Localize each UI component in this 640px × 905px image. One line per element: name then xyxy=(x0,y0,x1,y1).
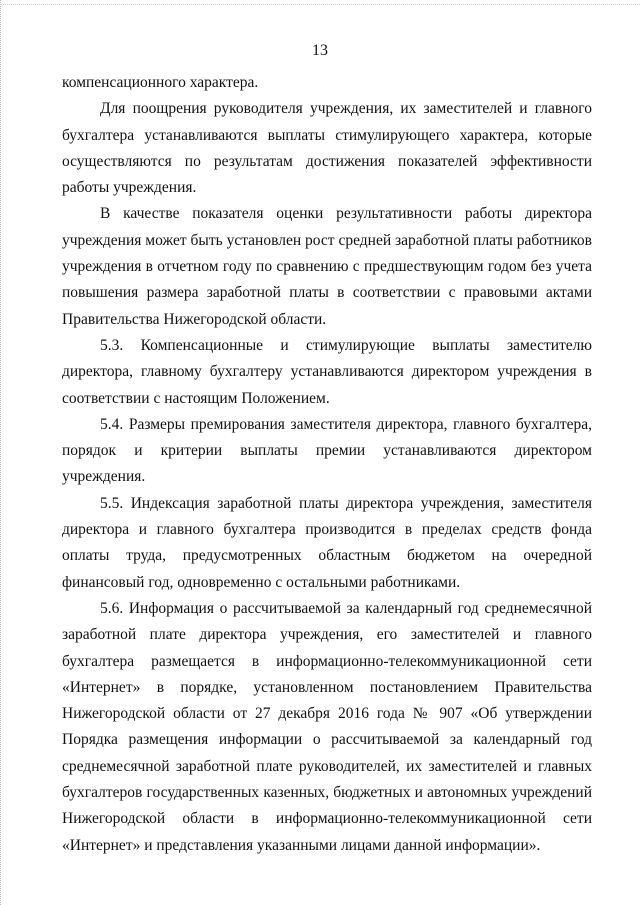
document-body xyxy=(62,70,592,859)
paragraph-incentive-payments: Для поощрения руководителя учреждения, их заместителей и главного бухгалтера устанавливаются выплаты стимулирующего характера, которые осуществляются по результатам достижения показателей эффективности работы учреждения. xyxy=(62,100,592,197)
paragraph-performance-indicator: В качестве показателя оценки результативности работы директора учреждения может быть установлен рост средней заработной платы работников учреждения в отчетном году по сравнению с предшествующим годом без учета повышения размера заработной платы в соответствии с правовыми актами Правительства Нижегородской области. xyxy=(62,205,592,328)
paragraph-5-6: 5.6. Информация о рассчитываемой за календарный год среднемесячной заработной плате директора учреждения, его заместителей и главного бухгалтера размещается в информационно-телекоммуникационной сети «Интернет» в порядке, установленном постановлением Правительства Нижегородской области от 27 декабря 2016 года № 907 «Об утверждении Порядка размещения информации о рассчитываемой за календарный год среднемесячной заработной плате руководителей, их заместителей и главных бухгалтеров государственных казенных, бюджетных и автономных учреждений Нижегородской области в информационно-телекоммуникационной сети «Интернет» и представления указанными лицами данной информации». xyxy=(62,599,592,854)
scan-edge xyxy=(0,0,4,905)
paragraph-5-3: 5.3. Компенсационные и стимулирующие выплаты заместителю директора, главному бухгалтеру устанавливаются директором учреждения в соответствии с настоящим Положением. xyxy=(62,336,592,407)
paragraph-continuation: компенсационного характера. xyxy=(62,74,259,91)
scan-top-edge xyxy=(0,4,640,5)
page-number: 13 xyxy=(312,42,328,59)
paragraph-5-4: 5.4. Размеры премирования заместителя директора, главного бухгалтера, порядок и критерии выплаты премии устанавливаются директором учреждения. xyxy=(62,415,592,486)
paragraph-5-5: 5.5. Индексация заработной платы директора учреждения, заместителя директора и главного бухгалтера производится в пределах средств фонда оплаты труда, предусмотренных областным бюджетом на очередной финансовый год, одновременно с остальными работниками. xyxy=(62,494,592,591)
